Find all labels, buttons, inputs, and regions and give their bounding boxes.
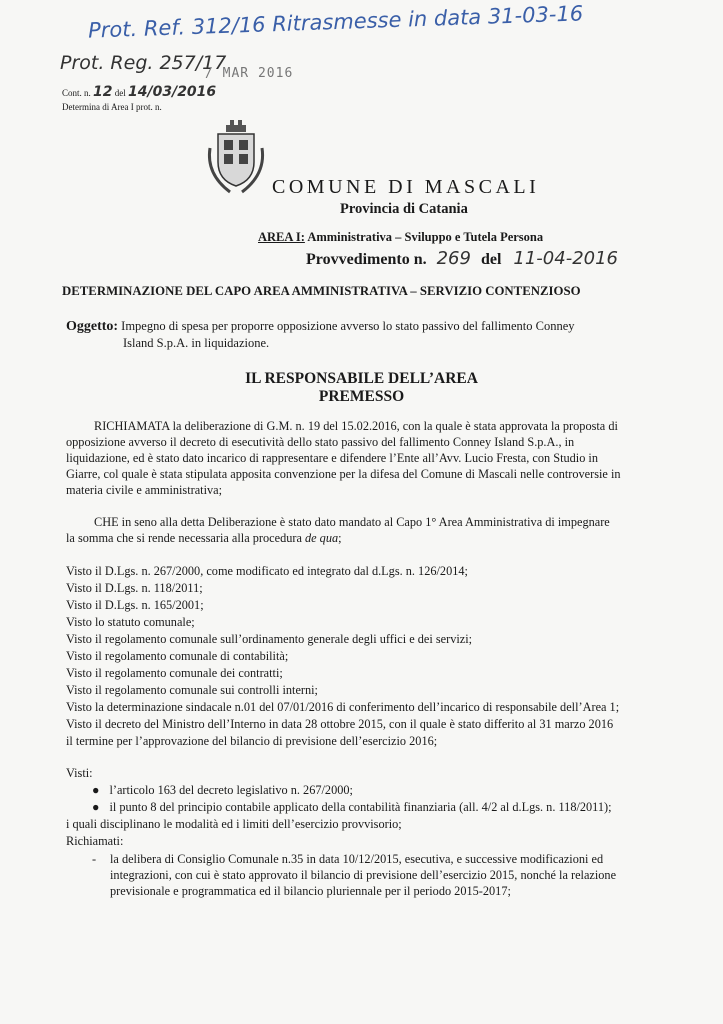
paragraph-richiamata <box>66 418 666 498</box>
provvedimento-label: Provvedimento n. <box>306 251 427 268</box>
visto-item: il termine per l’approvazione del bilancio di previsione dell’esercizio 2016; <box>66 734 438 748</box>
provvedimento-number: 269 <box>436 248 471 269</box>
latin-phrase: de qua <box>305 531 339 545</box>
provvedimento-date: 11-04-2016 <box>513 248 619 269</box>
bullet-icon: ● <box>92 783 100 797</box>
coat-of-arms-icon <box>200 118 272 198</box>
richiamati-item <box>92 851 672 899</box>
paragraph-line: Giarre, col quale è stata stipulata apposita convenzione per la difesa del Comune di Mascali nelle controversie in <box>66 467 621 481</box>
visto-item: Visto il D.Lgs. n. 165/2001; <box>66 598 204 612</box>
area-description: Amministrativa – Sviluppo e Tutela Persona <box>307 230 544 244</box>
visto-item: Visto lo statuto comunale; <box>66 615 195 629</box>
visti-bullet-item <box>92 800 612 815</box>
cont-label: Cont. n. <box>62 88 91 98</box>
visto-item: Visto il decreto del Ministro dell’Interno in data 28 ottobre 2015, con il quale è stato differito al 31 marzo 2016 <box>66 717 614 731</box>
section-heading: IL RESPONSABILE DELL’AREA <box>245 370 478 387</box>
visto-item: Visto il D.Lgs. n. 118/2011; <box>66 581 203 595</box>
richiamati-line: la delibera di Consiglio Comunale n.35 in data 10/12/2015, esecutiva, e successive modificazioni ed <box>110 852 604 866</box>
area-label: AREA I: <box>258 230 305 244</box>
visto-item: Visto la determinazione sindacale n.01 del 07/01/2016 di conferimento dell’incarico di responsabile dell’Area 1; <box>66 700 620 714</box>
visti-label: Visti: <box>66 766 93 780</box>
cont-date: 14/03/2016 <box>128 84 217 100</box>
cont-number: 12 <box>93 84 113 100</box>
paragraph-line: materia civile e amministrativa; <box>66 483 223 497</box>
richiamati-label: Richiamati: <box>66 834 124 848</box>
cont-line <box>62 84 216 100</box>
visto-item: Visto il D.Lgs. n. 267/2000, come modificato ed integrato dal d.Lgs. n. 126/2014; <box>66 564 468 578</box>
dash-icon: - <box>92 852 97 866</box>
subject-line-2: Island S.p.A. in liquidazione. <box>123 336 270 350</box>
paragraph-che <box>66 514 666 546</box>
handwritten-protocol-note: Prot. Ref. 312/16 Ritrasmesse in data 31-03-16 <box>87 1 584 43</box>
paragraph-line: opposizione avverso il decreto di esecutività dello stato passivo del fallimento Conney Island S.p.A., in <box>66 435 575 449</box>
document-title: DETERMINAZIONE DEL CAPO AREA AMMINISTRATIVA – SERVIZIO CONTENZIOSO <box>62 284 581 298</box>
richiamati-line: previsionale e programmatica ed il bilancio pluriennale per il periodo 2015-2017; <box>110 884 511 898</box>
province-name: Provincia di Catania <box>340 201 468 217</box>
visto-item: Visto il regolamento comunale dei contratti; <box>66 666 283 680</box>
subject-label: Oggetto: <box>66 319 119 334</box>
visto-item: Visto il regolamento comunale sull’ordinamento generale degli uffici e dei servizi; <box>66 632 473 646</box>
provvedimento-line <box>306 248 618 269</box>
bullet-text: il punto 8 del principio contabile applicato della contabilità finanziaria (all. 4/2 al d.Lgs. n. 118/2011); <box>109 800 612 814</box>
subject-line-1: Impegno di spesa per proporre opposizione avverso lo stato passivo del fallimento Conney <box>121 319 575 333</box>
visto-item: Visto il regolamento comunale sui controlli interni; <box>66 683 318 697</box>
visti-conclusion: i quali disciplinano le modalità ed i limiti dell’esercizio provvisorio; <box>66 817 402 831</box>
visto-item: Visto il regolamento comunale di contabilità; <box>66 649 289 663</box>
premesso-heading: PREMESSO <box>318 388 405 405</box>
handwritten-registration-note: Prot. Reg. 257/17 <box>60 52 227 74</box>
provvedimento-del-label: del <box>480 251 502 268</box>
punctuation: ; <box>338 531 342 545</box>
municipality-name: COMUNE DI MASCALI <box>272 176 540 198</box>
visti-bullet-item <box>92 783 353 798</box>
date-stamp: / MAR 2016 <box>205 66 294 81</box>
subject-block <box>66 318 666 351</box>
cont-del-label: del <box>114 88 126 98</box>
paragraph-line: RICHIAMATA la deliberazione di G.M. n. 19 del 15.02.2016, con la quale è stata approvata la proposta di <box>94 419 618 433</box>
bullet-icon: ● <box>92 800 100 814</box>
determina-line: Determina di Area I prot. n. <box>62 102 162 112</box>
paragraph-line: liquidazione, ed è stato dato incarico di rappresentare e difendere l’Ente all’Avv. Lucio Fresta, con Studio in <box>66 451 598 465</box>
richiamati-line: integrazioni, con cui è stato approvato il bilancio di previsione dell’esercizio 2015, nonché la relazione <box>110 868 617 882</box>
area-line <box>258 230 543 245</box>
paragraph-line: CHE in seno alla detta Deliberazione è stato dato mandato al Capo 1° Area Amministrativa di impegnare <box>94 515 610 529</box>
bullet-text: l’articolo 163 del decreto legislativo n. 267/2000; <box>109 783 353 797</box>
paragraph-line: la somma che si rende necessaria alla procedura <box>66 531 305 545</box>
